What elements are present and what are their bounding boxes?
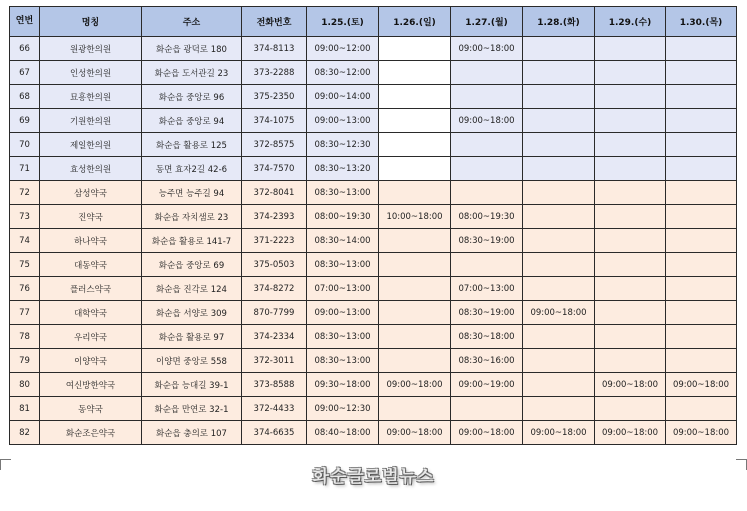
row-no: 69 xyxy=(10,109,40,133)
row-hours-day-4 xyxy=(523,157,595,181)
row-no: 70 xyxy=(10,133,40,157)
row-address: 화순읍 활용로 125 xyxy=(142,133,242,157)
row-hours-day-4 xyxy=(523,373,595,397)
row-hours-day-1: 08:00~19:30 xyxy=(307,205,379,229)
row-phone: 870-7799 xyxy=(242,301,307,325)
row-hours-day-4 xyxy=(523,85,595,109)
row-phone: 374-7570 xyxy=(242,157,307,181)
row-hours-day-3: 09:00~18:00 xyxy=(451,37,523,61)
header-phone: 전화번호 xyxy=(242,7,307,37)
row-hours-day-3: 09:00~19:00 xyxy=(451,373,523,397)
row-hours-day-6 xyxy=(666,157,737,181)
row-address: 능주면 능주길 94 xyxy=(142,181,242,205)
row-hours-day-2 xyxy=(379,133,451,157)
header-name: 명칭 xyxy=(40,7,142,37)
row-address: 화순읍 능대길 39-1 xyxy=(142,373,242,397)
row-hours-day-3 xyxy=(451,85,523,109)
row-hours-day-5 xyxy=(595,325,666,349)
row-hours-day-1: 09:00~12:30 xyxy=(307,397,379,421)
row-address: 화순읍 자치샘로 23 xyxy=(142,205,242,229)
header-date-1: 1.25.(토) xyxy=(307,7,379,37)
row-hours-day-2 xyxy=(379,253,451,277)
row-hours-day-1: 08:30~13:00 xyxy=(307,325,379,349)
row-hours-day-2: 09:00~18:00 xyxy=(379,421,451,445)
row-no: 75 xyxy=(10,253,40,277)
row-name: 플러스약국 xyxy=(40,277,142,301)
row-hours-day-4 xyxy=(523,229,595,253)
row-hours-day-3: 08:30~18:00 xyxy=(451,325,523,349)
row-no: 68 xyxy=(10,85,40,109)
row-hours-day-1: 07:00~13:00 xyxy=(307,277,379,301)
row-hours-day-4 xyxy=(523,37,595,61)
row-hours-day-3 xyxy=(451,133,523,157)
row-address: 화순읍 광덕로 180 xyxy=(142,37,242,61)
row-hours-day-2 xyxy=(379,325,451,349)
row-name: 기원한의원 xyxy=(40,109,142,133)
row-hours-day-1: 09:00~14:00 xyxy=(307,85,379,109)
row-name: 우리약국 xyxy=(40,325,142,349)
row-phone: 375-0503 xyxy=(242,253,307,277)
row-hours-day-3 xyxy=(451,253,523,277)
row-hours-day-2 xyxy=(379,301,451,325)
row-name: 제일한의원 xyxy=(40,133,142,157)
row-name: 하나약국 xyxy=(40,229,142,253)
row-hours-day-6 xyxy=(666,181,737,205)
row-hours-day-3 xyxy=(451,181,523,205)
row-address: 동면 효자2길 42-6 xyxy=(142,157,242,181)
table-row xyxy=(10,61,737,85)
row-hours-day-5 xyxy=(595,37,666,61)
row-hours-day-2 xyxy=(379,157,451,181)
row-name: 대동약국 xyxy=(40,253,142,277)
row-hours-day-1: 08:30~13:00 xyxy=(307,181,379,205)
row-address: 화순읍 중앙로 96 xyxy=(142,85,242,109)
row-phone: 374-2393 xyxy=(242,205,307,229)
row-hours-day-6 xyxy=(666,277,737,301)
row-hours-day-6: 09:00~18:00 xyxy=(666,421,737,445)
row-hours-day-6 xyxy=(666,205,737,229)
row-hours-day-1: 08:30~12:00 xyxy=(307,61,379,85)
header-date-6: 1.30.(목) xyxy=(666,7,737,37)
news-watermark: 화순글로벌뉴스 xyxy=(312,467,435,487)
row-hours-day-2 xyxy=(379,85,451,109)
row-phone: 374-6635 xyxy=(242,421,307,445)
row-no: 66 xyxy=(10,37,40,61)
row-phone: 374-2334 xyxy=(242,325,307,349)
row-phone: 374-8113 xyxy=(242,37,307,61)
row-hours-day-2: 09:00~18:00 xyxy=(379,373,451,397)
row-hours-day-1: 08:30~12:30 xyxy=(307,133,379,157)
row-hours-day-5 xyxy=(595,61,666,85)
table-body xyxy=(10,37,737,445)
row-hours-day-2 xyxy=(379,109,451,133)
row-address: 이양면 중앙로 558 xyxy=(142,349,242,373)
table-row xyxy=(10,85,737,109)
row-hours-day-3: 08:30~16:00 xyxy=(451,349,523,373)
row-address: 화순읍 중앙로 69 xyxy=(142,253,242,277)
row-name: 동약국 xyxy=(40,397,142,421)
row-no: 79 xyxy=(10,349,40,373)
row-no: 73 xyxy=(10,205,40,229)
row-hours-day-4 xyxy=(523,133,595,157)
row-hours-day-4 xyxy=(523,61,595,85)
row-hours-day-2 xyxy=(379,181,451,205)
table-row xyxy=(10,157,737,181)
table-row xyxy=(10,421,737,445)
row-phone: 375-2350 xyxy=(242,85,307,109)
row-no: 71 xyxy=(10,157,40,181)
row-hours-day-4 xyxy=(523,397,595,421)
table-row xyxy=(10,253,737,277)
row-hours-day-3 xyxy=(451,397,523,421)
header-row xyxy=(10,7,737,37)
header-address: 주소 xyxy=(142,7,242,37)
row-name: 원광한의원 xyxy=(40,37,142,61)
row-hours-day-5 xyxy=(595,277,666,301)
row-hours-day-1: 08:30~13:20 xyxy=(307,157,379,181)
row-hours-day-6 xyxy=(666,37,737,61)
row-no: 80 xyxy=(10,373,40,397)
row-hours-day-5 xyxy=(595,157,666,181)
table-row xyxy=(10,181,737,205)
row-hours-day-3: 08:30~19:00 xyxy=(451,229,523,253)
table-row xyxy=(10,205,737,229)
row-name: 여신방한약국 xyxy=(40,373,142,397)
row-hours-day-6 xyxy=(666,85,737,109)
row-name: 묘흥한의원 xyxy=(40,85,142,109)
row-hours-day-4 xyxy=(523,325,595,349)
row-hours-day-1: 08:30~14:00 xyxy=(307,229,379,253)
row-hours-day-4 xyxy=(523,277,595,301)
row-hours-day-5 xyxy=(595,181,666,205)
row-hours-day-6: 09:00~18:00 xyxy=(666,373,737,397)
row-hours-day-1: 09:30~18:00 xyxy=(307,373,379,397)
row-hours-day-6 xyxy=(666,61,737,85)
table-row xyxy=(10,229,737,253)
row-phone: 371-2223 xyxy=(242,229,307,253)
header-date-4: 1.28.(화) xyxy=(523,7,595,37)
row-address: 화순읍 충의로 107 xyxy=(142,421,242,445)
row-name: 대학약국 xyxy=(40,301,142,325)
row-hours-day-5 xyxy=(595,301,666,325)
table-row xyxy=(10,349,737,373)
row-hours-day-4 xyxy=(523,205,595,229)
row-name: 화순조은약국 xyxy=(40,421,142,445)
row-phone: 373-8588 xyxy=(242,373,307,397)
row-hours-day-5 xyxy=(595,253,666,277)
row-no: 82 xyxy=(10,421,40,445)
row-hours-day-4 xyxy=(523,349,595,373)
row-address: 화순읍 서양로 309 xyxy=(142,301,242,325)
table-row xyxy=(10,37,737,61)
row-name: 인성한의원 xyxy=(40,61,142,85)
row-hours-day-2 xyxy=(379,277,451,301)
row-hours-day-5 xyxy=(595,349,666,373)
row-name: 효성한의원 xyxy=(40,157,142,181)
header-date-5: 1.29.(수) xyxy=(595,7,666,37)
row-hours-day-6 xyxy=(666,301,737,325)
row-hours-day-5 xyxy=(595,205,666,229)
row-phone: 373-2288 xyxy=(242,61,307,85)
row-hours-day-6 xyxy=(666,397,737,421)
row-hours-day-4 xyxy=(523,253,595,277)
row-no: 74 xyxy=(10,229,40,253)
row-hours-day-5: 09:00~18:00 xyxy=(595,373,666,397)
row-hours-day-6 xyxy=(666,229,737,253)
row-phone: 372-8575 xyxy=(242,133,307,157)
row-hours-day-3: 08:30~19:00 xyxy=(451,301,523,325)
row-no: 81 xyxy=(10,397,40,421)
table-row xyxy=(10,277,737,301)
row-name: 삼성약국 xyxy=(40,181,142,205)
row-hours-day-5 xyxy=(595,109,666,133)
row-hours-day-1: 09:00~13:00 xyxy=(307,109,379,133)
row-hours-day-5 xyxy=(595,85,666,109)
row-hours-day-2 xyxy=(379,397,451,421)
row-hours-day-5 xyxy=(595,229,666,253)
header-no: 연번 xyxy=(10,7,40,37)
row-hours-day-1: 09:00~12:00 xyxy=(307,37,379,61)
row-hours-day-5: 09:00~18:00 xyxy=(595,421,666,445)
row-hours-day-1: 08:30~13:00 xyxy=(307,349,379,373)
row-hours-day-3 xyxy=(451,61,523,85)
row-hours-day-3: 07:00~13:00 xyxy=(451,277,523,301)
row-address: 화순읍 만연로 32-1 xyxy=(142,397,242,421)
holiday-schedule-table xyxy=(9,6,737,445)
row-address: 화순읍 진각로 124 xyxy=(142,277,242,301)
row-hours-day-3 xyxy=(451,157,523,181)
row-no: 77 xyxy=(10,301,40,325)
row-hours-day-2: 10:00~18:00 xyxy=(379,205,451,229)
row-hours-day-6 xyxy=(666,349,737,373)
row-no: 78 xyxy=(10,325,40,349)
schedule-table-container xyxy=(9,6,736,445)
row-hours-day-2 xyxy=(379,37,451,61)
row-hours-day-5 xyxy=(595,133,666,157)
row-hours-day-3: 09:00~18:00 xyxy=(451,421,523,445)
table-row xyxy=(10,109,737,133)
row-name: 이양약국 xyxy=(40,349,142,373)
row-hours-day-1: 09:00~13:00 xyxy=(307,301,379,325)
row-phone: 372-3011 xyxy=(242,349,307,373)
row-no: 76 xyxy=(10,277,40,301)
row-hours-day-6 xyxy=(666,109,737,133)
table-row xyxy=(10,133,737,157)
row-hours-day-5 xyxy=(595,397,666,421)
row-hours-day-6 xyxy=(666,325,737,349)
row-address: 화순읍 활용로 97 xyxy=(142,325,242,349)
table-row xyxy=(10,397,737,421)
row-hours-day-6 xyxy=(666,253,737,277)
row-hours-day-1: 08:30~13:00 xyxy=(307,253,379,277)
row-hours-day-4 xyxy=(523,181,595,205)
row-hours-day-4: 09:00~18:00 xyxy=(523,301,595,325)
row-phone: 374-1075 xyxy=(242,109,307,133)
row-address: 화순읍 도서관길 23 xyxy=(142,61,242,85)
row-hours-day-3: 09:00~18:00 xyxy=(451,109,523,133)
row-address: 화순읍 중앙로 94 xyxy=(142,109,242,133)
row-no: 67 xyxy=(10,61,40,85)
table-row xyxy=(10,373,737,397)
row-hours-day-2 xyxy=(379,349,451,373)
row-phone: 372-4433 xyxy=(242,397,307,421)
table-row xyxy=(10,301,737,325)
row-phone: 374-8272 xyxy=(242,277,307,301)
row-hours-day-3: 08:00~19:30 xyxy=(451,205,523,229)
row-hours-day-2 xyxy=(379,61,451,85)
row-hours-day-4: 09:00~18:00 xyxy=(523,421,595,445)
row-no: 72 xyxy=(10,181,40,205)
header-date-3: 1.27.(월) xyxy=(451,7,523,37)
row-hours-day-2 xyxy=(379,229,451,253)
row-phone: 372-8041 xyxy=(242,181,307,205)
row-hours-day-4 xyxy=(523,109,595,133)
header-date-2: 1.26.(일) xyxy=(379,7,451,37)
table-row xyxy=(10,325,737,349)
row-name: 진약국 xyxy=(40,205,142,229)
row-address: 화순읍 활용로 141-7 xyxy=(142,229,242,253)
row-hours-day-6 xyxy=(666,133,737,157)
row-hours-day-1: 08:40~18:00 xyxy=(307,421,379,445)
